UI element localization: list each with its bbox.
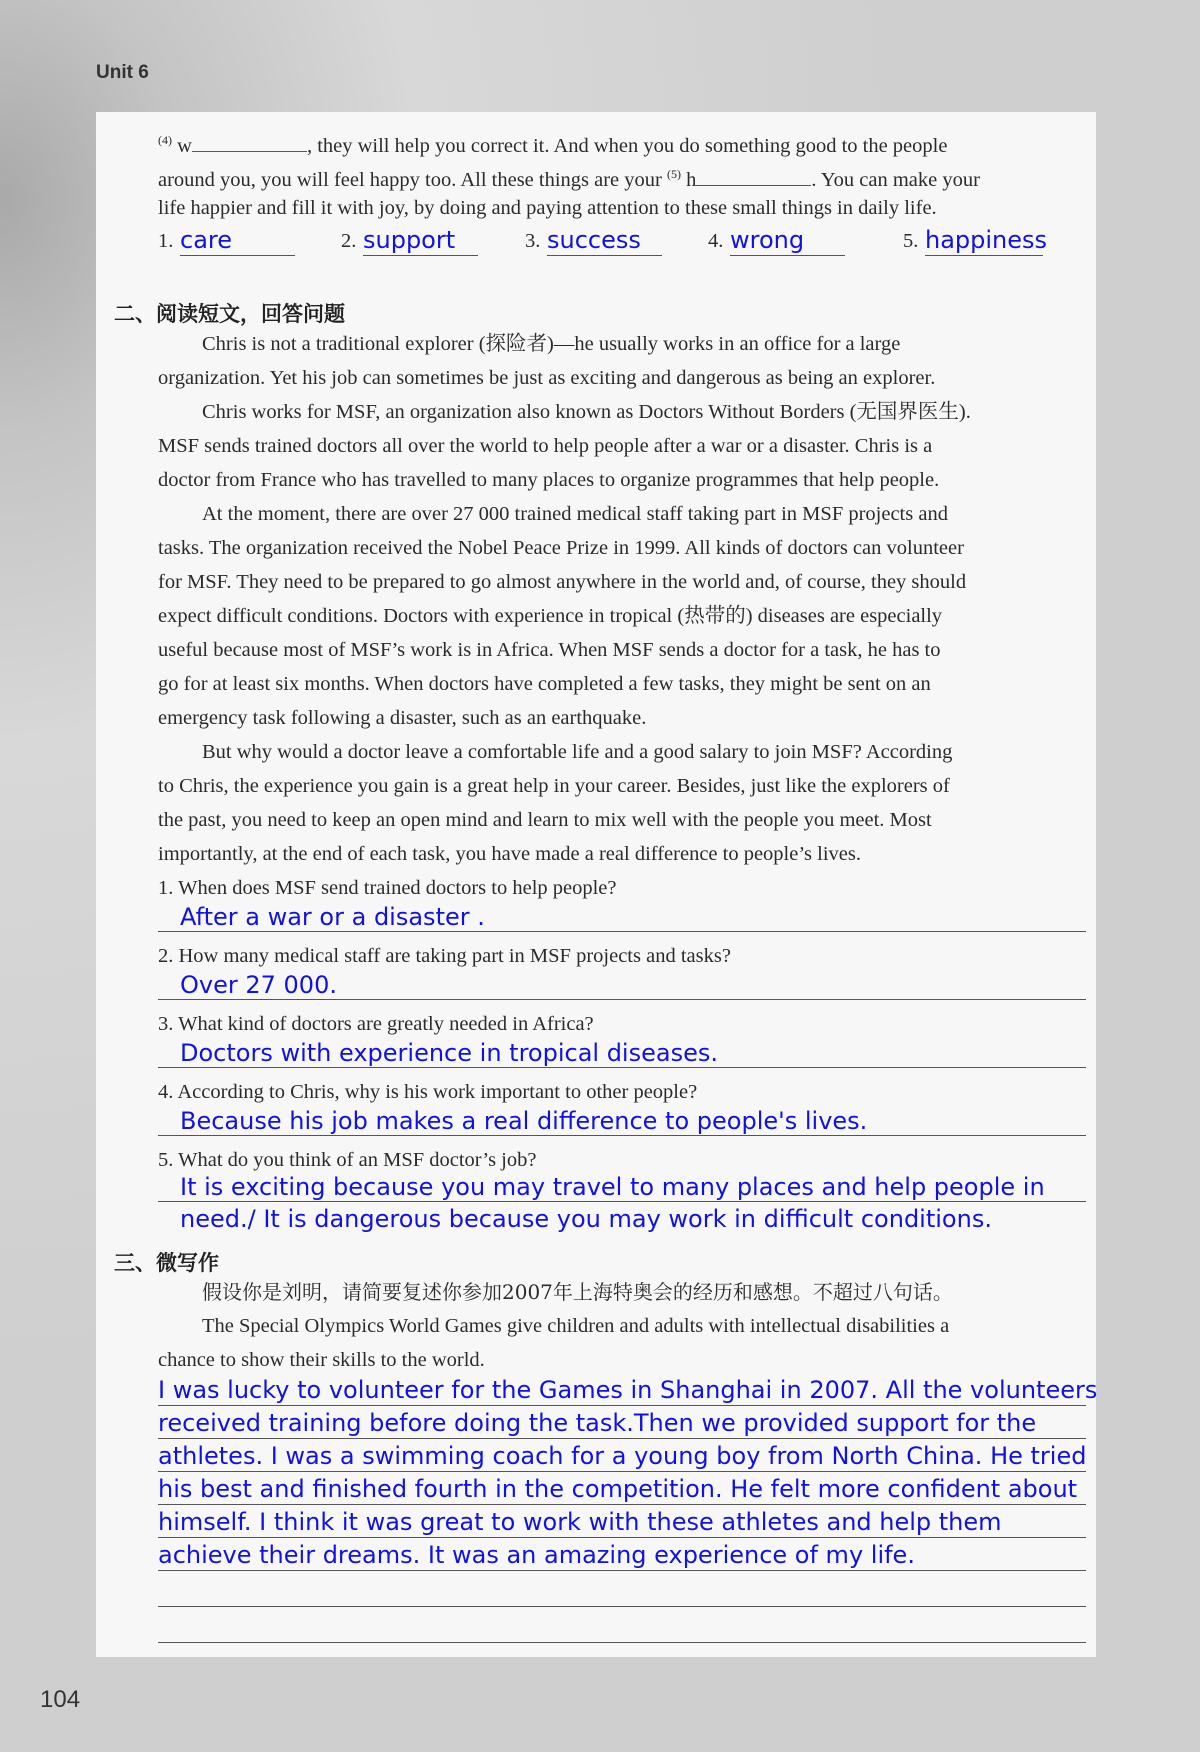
answer-line-q4 — [158, 1135, 1086, 1136]
answer-q3: Doctors with experience in tropical diseases. — [180, 1039, 718, 1067]
page-number: 104 — [40, 1686, 81, 1713]
cloze-line-1: $^{(4)}$ w , they will help you correct it. And when you do something good to the people — [158, 133, 948, 157]
answer-q1: After a war or a disaster . — [180, 903, 485, 931]
answer-line-4 — [730, 255, 845, 256]
answer-q5-line1: It is exciting because you may travel to many places and help people in — [180, 1173, 1045, 1201]
answer-3: success — [547, 226, 641, 254]
cloze-blank-5 — [696, 167, 811, 186]
writing-prompt-cn: 假设你是刘明，请简要复述你参加2007年上海特奥会的经历和感想。不超过八句话。 — [202, 1280, 953, 1304]
answer-line-1 — [180, 255, 295, 256]
answer-q4: Because his job makes a real difference to people's lives. — [180, 1107, 868, 1135]
cloze-blank-4 — [192, 133, 307, 152]
cloze-line-3: life happier and fill it with joy, by doing and paying attention to these small things in daily life. — [158, 197, 937, 219]
answer-line-q3 — [158, 1067, 1086, 1068]
answer-line-q2 — [158, 999, 1086, 1000]
question-4: 4. According to Chris, why is his work important to other people? — [158, 1081, 698, 1103]
answer-q5-line2: need./ It is dangerous because you may work in difficult conditions. — [180, 1205, 992, 1233]
cloze-line-2: around you, you will feel happy too. All these things are your $^{(5)}$ h . You can make your — [158, 167, 980, 191]
answer-4: wrong — [730, 226, 805, 254]
question-5: 5. What do you think of an MSF doctor’s job? — [158, 1149, 537, 1171]
answer-1: care — [180, 226, 233, 254]
answer-line-q1 — [158, 931, 1086, 932]
question-3: 3. What kind of doctors are greatly needed in Africa? — [158, 1013, 594, 1035]
unit-label: Unit 6 — [96, 62, 149, 83]
answer-q2: Over 27 000. — [180, 971, 337, 999]
answer-5: happiness — [925, 226, 1048, 254]
writing-prompt-en-2: chance to show their skills to the world. — [158, 1349, 485, 1371]
question-1: 1. When does MSF send trained doctors to help people? — [158, 877, 617, 899]
answer-line-3 — [547, 255, 662, 256]
answer-2: support — [363, 226, 456, 254]
writing-prompt-en-1: The Special Olympics World Games give children and adults with intellectual disabilities a — [202, 1315, 950, 1337]
answer-line-2 — [363, 255, 478, 256]
answer-line-5 — [925, 255, 1043, 256]
section2-heading: 二、阅读短文，回答问题 — [114, 302, 345, 326]
answer-line-q5 — [158, 1201, 1086, 1202]
section3-heading: 三、微写作 — [114, 1251, 219, 1275]
question-2: 2. How many medical staff are taking part in MSF projects and tasks? — [158, 945, 731, 967]
